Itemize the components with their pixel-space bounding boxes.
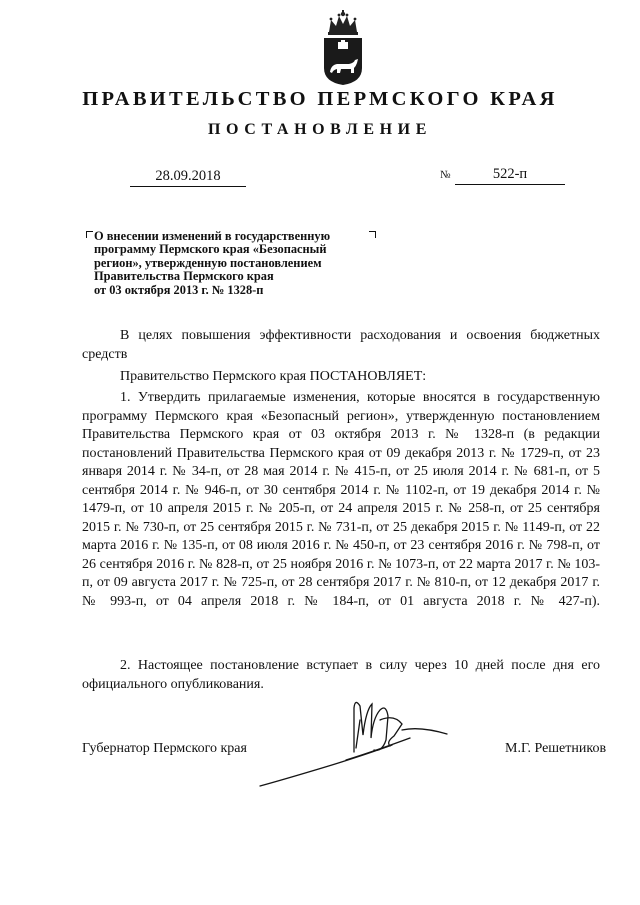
document-date: 28.09.2018 bbox=[130, 166, 246, 187]
clause-2: 2. Настоящее постановление вступает в силу через 10 дней после дня его официального опубликования. bbox=[82, 658, 600, 692]
document-number: 522-п bbox=[455, 164, 565, 185]
perm-krai-coat-of-arms-icon bbox=[321, 10, 365, 86]
signatory-name: М.Г. Решетников bbox=[505, 741, 607, 756]
number-sign: № bbox=[440, 169, 451, 181]
resolution-statement: Правительство Пермского края ПОСТАНОВЛЯЕТ: bbox=[120, 369, 427, 384]
signatory-post: Губернатор Пермского края bbox=[82, 741, 247, 756]
clause-1: 1. Утвердить прилагаемые изменения, которые вносятся в государственную программу Пермского края «Безопасный регион», утвержденную постановлением Правительства Пермского края от 03 октября 2013 г. № 1328-п (в редакции постановлений Правительства Пермского края от 09 декабря 2013 г. № 1729-п, от 23 января 2014 г. № 34-п, от 28 мая 2014 г. № 415-п, от 25 июля 2014 г. № 681-п, от 5 сентября 2014 г. № 946-п, от 30 сентября 2014 г. № 1102-п, от 19 декабря 2014 г. № 1479-п, от 10 апреля 2015 г. № 205-п, от 24 апреля 2015 г. № 258-п, от 25 сентября 2015 г. № 730-п, от 25 сентября 2015 г. № 731-п, от 25 декабря 2015 г. № 1149-п, от 22 марта 2016 г. № 135-п, от 08 июля 2016 г. № 450-п, от 23 сентября 2016 г. № 798-п, от 26 сентября 2016 г. № 828-п, от 25 ноября 2016 г. № 1073-п, от 22 марта 2017 г. № 103-п, от 09 августа 2017 г. № 725-п, от 28 сентября 2017 г. № 810-п, от 12 декабря 2017 г. № 993-п, от 04 апреля 2018 г. № 184-п, от 01 августа 2018 г. № 427-п). bbox=[82, 390, 600, 609]
government-name: ПРАВИТЕЛЬСТВО ПЕРМСКОГО КРАЯ bbox=[82, 88, 558, 110]
document-title: О внесении изменений в государственную программу Пермского края «Безопасный регион», утвержденную постановлением Правительства Пермского края от 03 октября 2013 г. № 1328-п bbox=[94, 229, 331, 297]
handwritten-signature bbox=[242, 690, 452, 790]
title-corner-mark-left bbox=[86, 231, 93, 238]
document-type: ПОСТАНОВЛЕНИЕ bbox=[208, 121, 432, 138]
preamble-paragraph: В целях повышения эффективности расходования и освоения бюджетных средств bbox=[82, 328, 600, 362]
